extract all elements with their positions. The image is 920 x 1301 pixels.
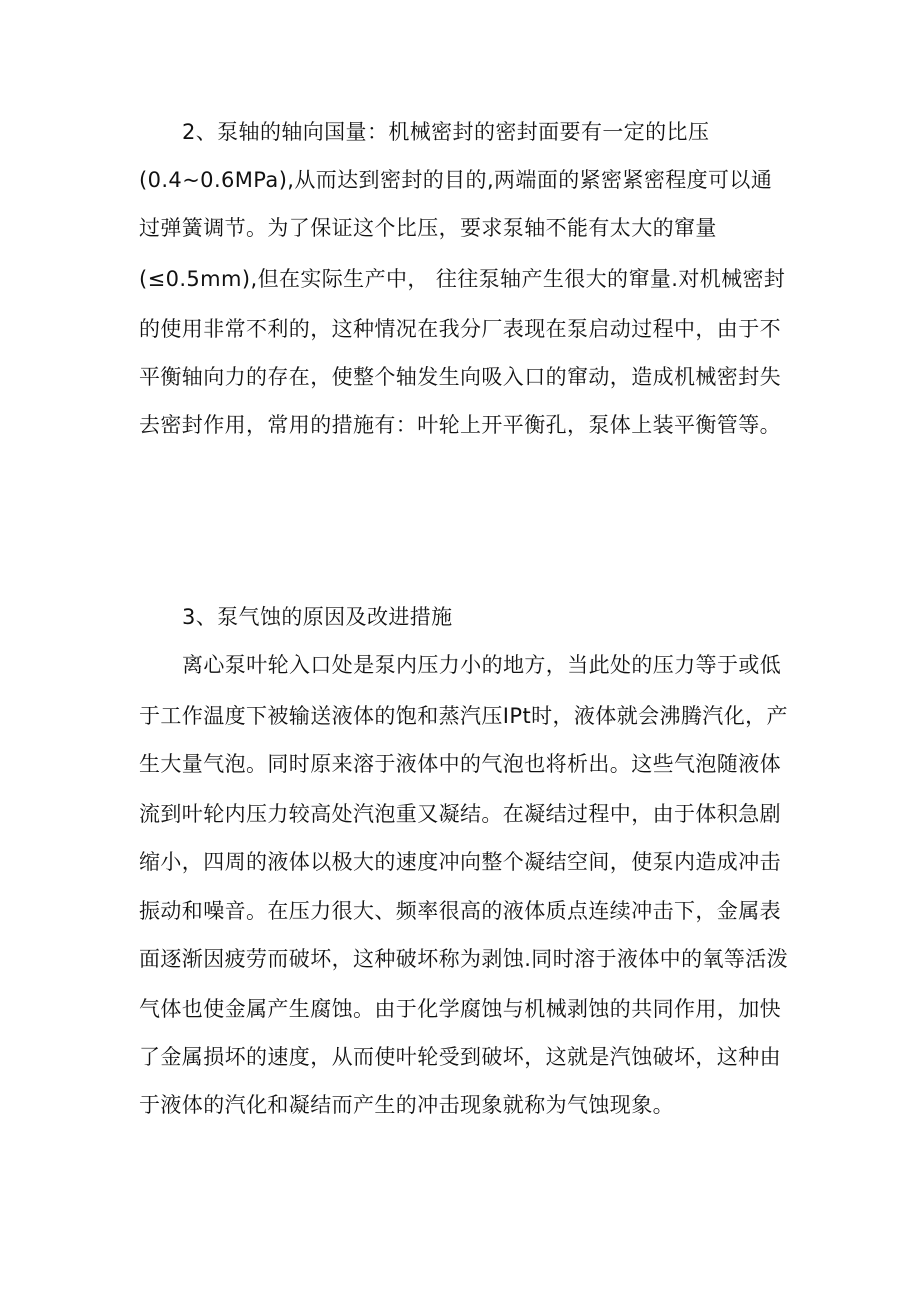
section3-line-8: 气体也使金属产生腐蚀。由于化学腐蚀与机械剥蚀的共同作用，加快 bbox=[139, 997, 781, 1021]
section3-line-3: 生大量气泡。同时原来溶于液体中的气泡也将析出。这些气泡随液体 bbox=[139, 752, 781, 776]
section3-line-1: 离心泵叶轮入口处是泵内压力小的地方，当此处的压力等于或低 bbox=[182, 653, 782, 677]
section3-line-4: 流到叶轮内压力较高处汽泡重又凝结。在凝结过程中，由于体积急剧 bbox=[139, 802, 781, 826]
section3-line-9: 了金属损坏的速度，从而使叶轮受到破坏，这就是汽蚀破坏，这种由 bbox=[139, 1045, 781, 1069]
section3-line-6: 振动和噪音。在压力很大、频率很高的液体质点连续冲击下，金属表 bbox=[139, 899, 781, 923]
section3-line-7: 面逐渐因疲劳而破坏，这种破坏称为剥蚀.同时溶于液体中的氧等活泼 bbox=[139, 947, 789, 971]
section2-line-7: 去密封作用，常用的措施有：叶轮上开平衡孔，泵体上装平衡管等。 bbox=[139, 413, 781, 437]
section2-line-6: 平衡轴向力的存在，使整个轴发生向吸入口的窜动，造成机械密封失 bbox=[139, 365, 781, 389]
section2-line-4: (≤0.5mm),但在实际生产中， 往往泵轴产生很大的窜量.对机械密封 bbox=[139, 267, 786, 291]
section2-line-2: (0.4~0.6MPa),从而达到密封的目的,两端面的紧密紧密程度可以通 bbox=[139, 168, 773, 192]
section3-line-5: 缩小，四周的液体以极大的速度冲向整个凝结空间，使泵内造成冲击 bbox=[139, 850, 781, 874]
section2-line-1: 2、泵轴的轴向国量：机械密封的密封面要有一定的比压 bbox=[182, 120, 710, 144]
section3-heading: 3、泵气蚀的原因及改进措施 bbox=[182, 605, 453, 629]
section3-line-2: 于工作温度下被输送液体的饱和蒸汽压IPt时，液体就会沸腾汽化，产 bbox=[139, 704, 788, 728]
section2-line-5: 的使用非常不利的，这种情况在我分厂表现在泵启动过程中，由于不 bbox=[139, 317, 781, 341]
section3-line-10: 于液体的汽化和凝结而产生的冲击现象就称为气蚀现象。 bbox=[139, 1093, 674, 1117]
section2-line-3: 过弹簧调节。为了保证这个比压，要求泵轴不能有太大的窜量 bbox=[139, 216, 717, 240]
